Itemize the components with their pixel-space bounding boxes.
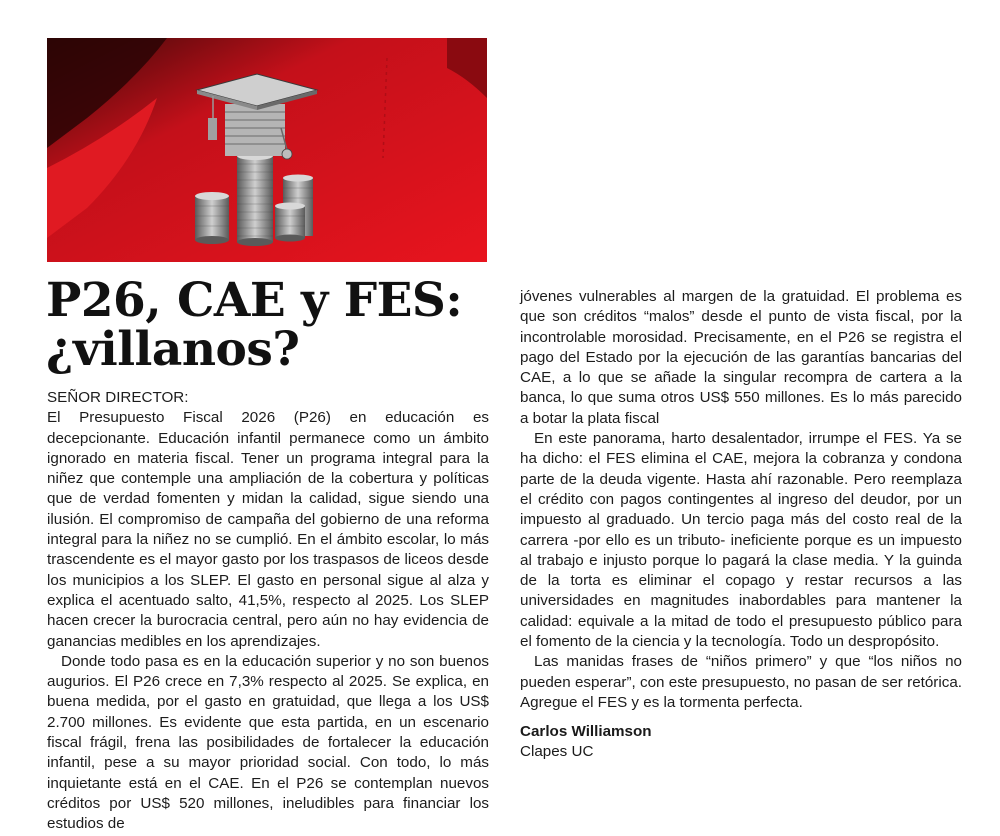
headline-line-1: P26, CAE y FES: [46,273,463,328]
paragraph: jóvenes vulnerables al margen de la gratuidad. El problema es que son créditos “malos” desde el punto de vista fiscal, por la incontrolable morosidad. Precisamente, en el P26 se registra el pago del Estado por la ejecución de las garantías bancarias del CAE, a lo que se añade la singular recompra de cartera a la banca, lo que suma otros US$ 550 millones. Es lo más parecido a botar la plata fiscal [520,288,962,427]
headline-line-2: ¿villanos? [46,322,300,377]
paragraph: Las manidas frases de “niños primero” y que “los niños no pueden esperar”, con este presupuesto, no pasan de ser retórica. Agregue el FES y es la tormenta perfecta. [520,653,962,711]
author-name: Carlos Williamson [520,723,652,740]
paragraph: En este panorama, harto desalentador, irrumpe el FES. Ya se ha dicho: el FES elimina el CAE, mejora la cobranza y condona parte de la deuda vigente. Hasta ahí razonable. Pero reemplaza el crédito con pagos contingentes al ingreso del deudor, por un impuesto al graduado. Un tercio paga más del costo real de la carrera -por ello es un tributo- ineficiente porque es un impuesto al trabajo e injusto porque lo pagará la clase media. Y la guinda de la torta es eliminar el copago y restar recursos a las universidades en magnitudes inabordables para mantener la calidad: equivale a la mitad de todo el presupuesto público para el fomento de la ciencia y la tecnología. Todo un despropósito. [520,430,962,651]
paragraph: Donde todo pasa es en la educación superior y no son buenos augurios. El P26 crece en 7,3% respecto al 2025. Se explica, en buena medida, por el gasto en gratuidad, que llega a los US$ 2.700 millones. Es evidente que esta partida, en un escenario fiscal frágil, frena las posibilidades de fortalecer la educación infantil, pese a su mayor prioridad social. Con todo, lo más inquietante está en el CAE. En el P26 se contemplan nuevos créditos por US$ 520 millones, ineludibles para financiar los estudios de [47,652,489,833]
salutation: SEÑOR DIRECTOR: [47,389,189,406]
article-illustration [47,38,487,262]
author-affiliation: Clapes UC [520,743,594,761]
graduation-coins-illustration [47,38,487,262]
article-column-left [47,388,489,835]
author-signature [520,722,962,763]
paragraph: El Presupuesto Fiscal 2026 (P26) en educación es decepcionante. Educación infantil permanece como un ámbito ignorado en materia fiscal. Tener un programa integral para la niñez que contemple una ampliación de la cobertura y políticas que de verdad fomenten y midan la calidad, sigue siendo una ilusión. El compromiso de campaña del gobierno de una reforma integral para la niñez no se cumplió. En el ámbito escolar, lo más trascendente es el mayor gasto por los traspasos de liceos desde los municipios a los SLEP. El gasto en personal sigue al alza y explica el acentuado salto, 41,5%, respecto al 2025. Los SLEP hacen crecer la burocracia central, pero aún no hay evidencia de ganancias medibles en los aprendizajes. [47,409,489,650]
article-headline [46,273,506,377]
article-column-right [520,287,962,713]
